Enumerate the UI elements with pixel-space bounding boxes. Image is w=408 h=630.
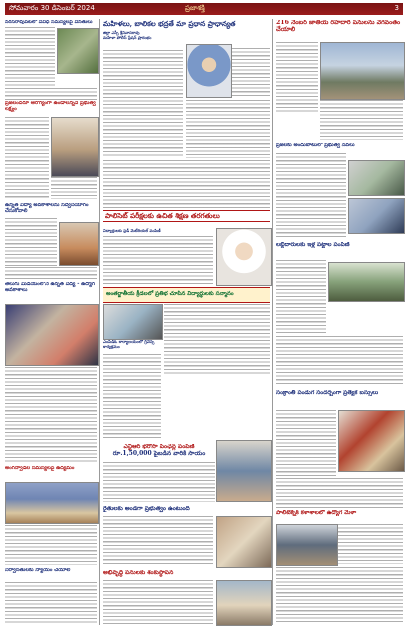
- masthead-date: సోమవారం 30 డిసెంబర్ 2024: [9, 4, 95, 12]
- body-text: [164, 304, 270, 376]
- body-text: [276, 153, 346, 239]
- headline: ప్రజలకు అందుబాటులో ప్రభుత్వ సేవలు: [276, 143, 355, 148]
- body-text: [103, 236, 213, 284]
- news-photo: [59, 222, 99, 266]
- body-text: [5, 88, 97, 100]
- col2-low-story-3: [103, 506, 270, 513]
- page-number: 3: [394, 4, 399, 12]
- news-photo: [348, 198, 405, 234]
- body-text: [103, 462, 215, 502]
- col2-low-story-4: [103, 570, 270, 577]
- col3-story-2: [276, 143, 403, 149]
- body-text: [103, 354, 161, 438]
- body-text: [276, 410, 336, 476]
- col1-story-2: [5, 101, 97, 112]
- body-text: [276, 478, 403, 508]
- body-text: [5, 218, 57, 266]
- col2-low-story-1: [103, 340, 161, 349]
- sub-headline: రూ.1,50,000 పైబడిన వారికి సాయం: [112, 449, 206, 457]
- col3-story-1: [276, 20, 403, 34]
- news-photo: [5, 304, 99, 366]
- officer-photo: [186, 44, 232, 98]
- body-text: [103, 580, 213, 624]
- col1-story-5: [5, 466, 97, 472]
- col2-top-story: [103, 20, 269, 40]
- news-photo: [57, 28, 99, 74]
- headline: పాలిసెట్ పరీక్షలకు ఉచిత శిక్షణ తరగతులు: [105, 211, 220, 220]
- news-photo: [216, 580, 272, 626]
- body-text: [320, 100, 403, 140]
- headline: అంగన్వాడీల సమస్యలపై ఉద్యమం: [5, 466, 75, 471]
- headline: ఉన్నత విద్యా అవకాశాలను సద్వినియోగం చేసుకోవాలి: [5, 203, 89, 214]
- col2-big-banner: [103, 287, 270, 303]
- column-rule: [272, 19, 273, 625]
- news-photo: [348, 160, 405, 196]
- body-text: [5, 367, 97, 462]
- headline: నిర్వాసితులకు న్యాయం చేయాలి: [5, 568, 71, 573]
- col2-banner: [103, 210, 270, 222]
- news-photo: [51, 117, 99, 177]
- headline: సంక్రాంతి పండుగ సందర్భంగా ప్రత్యేక బస్సులు: [276, 390, 379, 396]
- news-photo: [103, 304, 163, 340]
- news-photo: [5, 482, 99, 524]
- kicker: విద్యార్థులకు స్టడీ మెటీరియల్ పంపిణీ: [103, 228, 161, 233]
- body-text: [103, 50, 183, 158]
- news-photo: [216, 440, 272, 502]
- body-text: [5, 27, 55, 87]
- body-text: [276, 567, 403, 623]
- col1-story-6: [5, 568, 97, 574]
- doctor-photo: [216, 228, 272, 286]
- col2-mid-kicker: [103, 228, 223, 233]
- body-text: [51, 177, 97, 199]
- body-text: [5, 117, 49, 199]
- body-text: [186, 100, 270, 158]
- headline: లబ్ధిదారులకు ఇళ్ల పట్టాల పంపిణీ: [276, 242, 350, 248]
- col3-story-4: [276, 390, 403, 396]
- headline: రైతులకు అండగా ప్రభుత్వం ఉంటుంది: [103, 506, 190, 512]
- col1-story-1: [5, 20, 97, 26]
- col3-story-3: [276, 242, 403, 248]
- news-photo: [328, 262, 405, 302]
- masthead: [5, 3, 403, 17]
- headline: ఎంపీడీఓ కార్యాలయంలో గ్రీవెన్స్ కార్యక్రమం: [103, 340, 155, 349]
- column-rule: [99, 19, 100, 625]
- headline: మహిళలు, బాలికల భద్రతే మా ప్రధాన ప్రాధాన్యత: [103, 20, 236, 28]
- body-text: [232, 48, 270, 96]
- col3-story-5: [276, 510, 403, 516]
- headline: ప్రజలందరూ ఆరోగ్యంగా ఉండాలన్నదే ప్రభుత్వ లక్ష్యం: [5, 101, 96, 112]
- col1-story-4: [5, 282, 97, 293]
- news-photo: [276, 524, 338, 566]
- body-text: [5, 267, 97, 279]
- body-text: [276, 260, 326, 334]
- body-text: [103, 160, 270, 208]
- body-text: [338, 524, 403, 564]
- body-text: [5, 582, 97, 624]
- headline: 216 నెంబర్ జాతీయ రహదారి పనులను వేగవంతం చేయాలి: [276, 20, 401, 33]
- headline: తెలుగు మీడియంలోనే ఉన్నత విద్య - ఉద్యోగ అవకాశాలు: [5, 282, 95, 293]
- kicker: జిల్లా ఎస్పీ శ్రీనివాసరావు: [103, 29, 140, 35]
- news-photo: [338, 410, 405, 472]
- col2-low-story-2: [103, 444, 215, 457]
- headline: అంతర్జాతీయ క్రీడలలో ప్రతిభ చూపిన విద్యార్థులకు సన్మానం: [106, 291, 234, 297]
- headline: నరసరావుపేటలో వివిధ సమస్యలపై వినతులు: [5, 20, 93, 25]
- headline: పాలిటెక్నిక్ కళాశాలలో ఉద్యోగ మేళా: [276, 510, 357, 516]
- body-text: [276, 336, 403, 386]
- headline: ఎన్టీఆర్ భరోసా పింఛన్ల పంపిణీ: [123, 444, 195, 450]
- kicker: మహిళా పోలీస్ స్టేషన్ ప్రారంభం: [103, 34, 152, 40]
- col1-story-3: [5, 203, 97, 214]
- headline: అభివృద్ధి పనులకు శంకుస్థాపన: [103, 570, 174, 576]
- body-text: [103, 516, 213, 566]
- masthead-name: ప్రజాశక్తి: [185, 4, 205, 12]
- road-photo: [320, 42, 405, 100]
- body-text: [5, 525, 97, 565]
- news-photo: [216, 516, 272, 568]
- body-text: [276, 42, 318, 112]
